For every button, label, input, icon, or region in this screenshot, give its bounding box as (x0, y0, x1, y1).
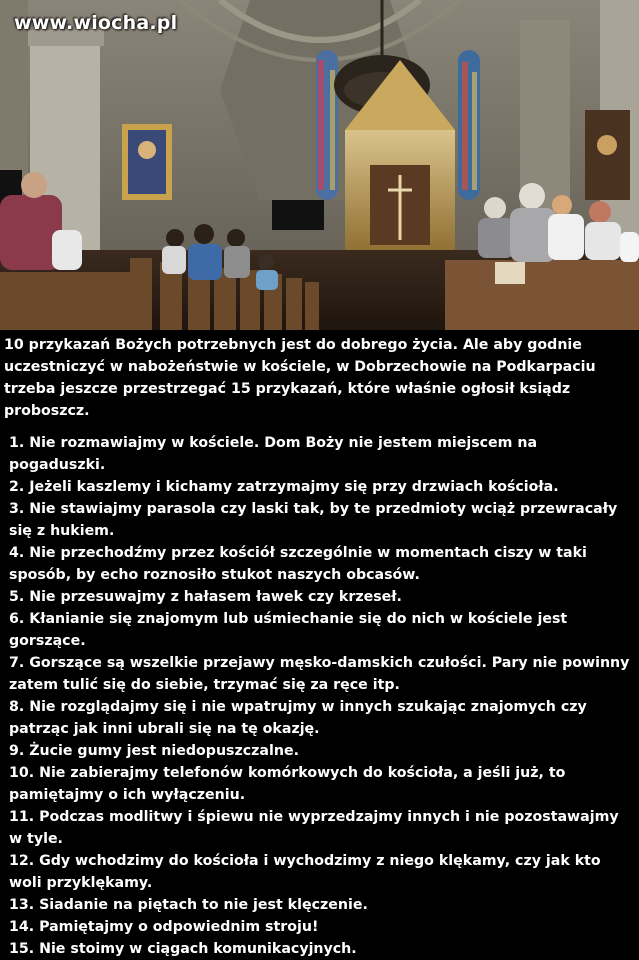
rule-item: 6. Kłanianie się znajomym lub uśmiechanie się do nich w kościele jest gorszące. (9, 611, 568, 649)
intro-paragraph: 10 przykazań Bożych potrzebnych jest do dobrego życia. Ale aby godnie uczestniczyć w nabożeństwie w kościele, w Dobrzechowie na Podkarpaciu trzeba jeszcze przestrzegać 15 przykazań, które właśnie ogłosił ksiądz proboszcz. (4, 337, 596, 419)
church-illustration (0, 0, 639, 330)
rule-item: 5. Nie przesuwajmy z hałasem ławek czy krzeseł. (9, 589, 402, 605)
rule-item: 14. Pamiętajmy o odpowiednim stroju! (9, 919, 319, 935)
rule-item: 8. Nie rozglądajmy się i nie wpatrujmy w innych szukając znajomych czy patrząc jak inni ubrali się na tę okazję. (9, 699, 587, 737)
rule-item: 9. Żucie gumy jest niedopuszczalne. (9, 743, 299, 759)
rule-item: 10. Nie zabierajmy telefonów komórkowych do kościoła, a jeśli już, to pamiętajmy o ich wyłączeniu. (9, 765, 566, 803)
rule-item: 12. Gdy wchodzimy do kościoła i wychodzimy z niego klękamy, czy jak kto woli przyklękamy. (9, 853, 601, 891)
site-watermark: www.wiocha.pl (14, 12, 178, 34)
rules-list (9, 432, 635, 960)
church-interior-photo (0, 0, 639, 330)
rule-item: 15. Nie stoimy w ciągach komunikacyjnych. (9, 941, 357, 957)
text-panel (0, 330, 639, 957)
rule-item: 1. Nie rozmawiajmy w kościele. Dom Boży nie jestem miejscem na pogaduszki. (9, 435, 538, 473)
rule-item: 11. Podczas modlitwy i śpiewu nie wyprzedzajmy innych i nie pozostawajmy w tyle. (9, 809, 619, 847)
rule-item: 4. Nie przechodźmy przez kościół szczególnie w momentach ciszy w taki sposób, by echo roznosiło stukot naszych obcasów. (9, 545, 587, 583)
rule-item: 13. Siadanie na piętach to nie jest klęczenie. (9, 897, 368, 913)
rule-item: 3. Nie stawiajmy parasola czy laski tak, by te przedmioty wciąż przewracały się z hukiem. (9, 501, 618, 539)
rule-item: 2. Jeżeli kaszlemy i kichamy zatrzymajmy się przy drzwiach kościoła. (9, 479, 559, 495)
rule-item: 7. Gorszące są wszelkie przejawy męsko-damskich czułości. Pary nie powinny zatem tulić się do siebie, trzymać się za ręce itp. (9, 655, 630, 693)
